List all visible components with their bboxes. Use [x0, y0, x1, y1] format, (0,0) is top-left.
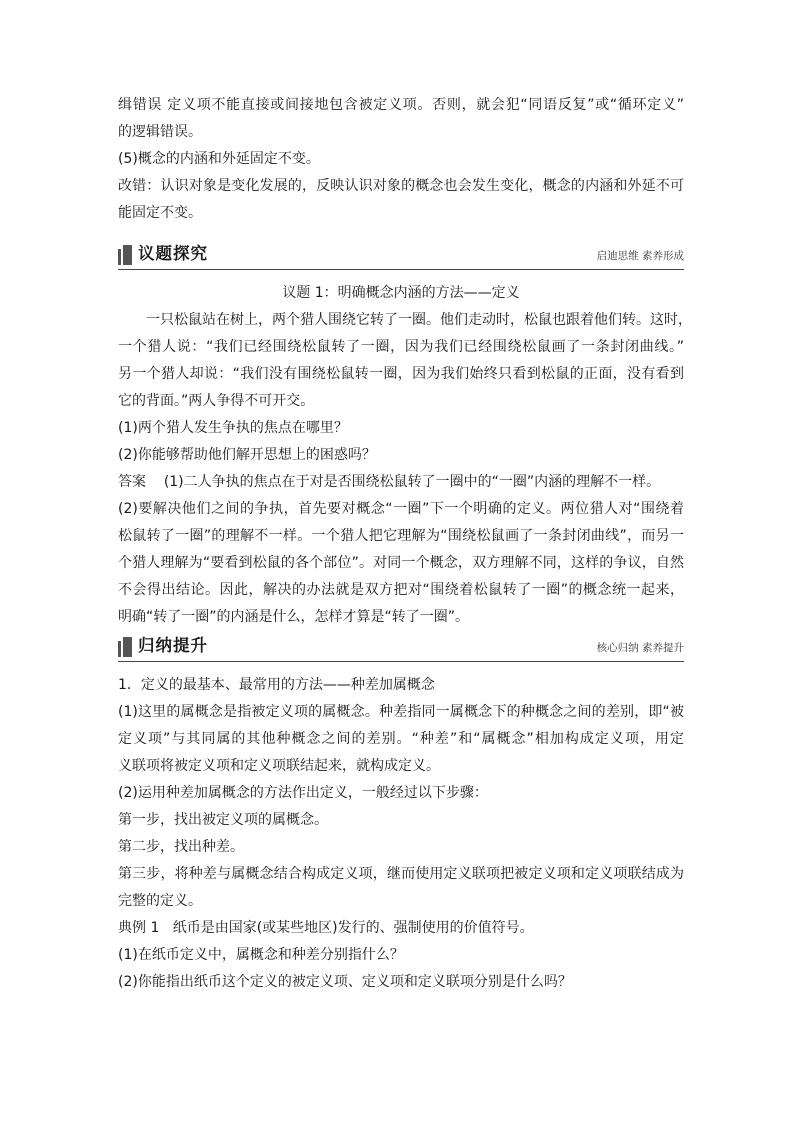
text-line: 改错：认识对象是变化发展的，反映认识对象的概念也会发生变化，概念的内涵和外延不可 [118, 178, 684, 194]
section-header-discussion [118, 243, 684, 270]
summary-heading: 1．定义的最基本、最常用的方法——种差加属概念 [118, 677, 435, 693]
section-subtitle: 核心归纳 素养提升 [596, 642, 684, 654]
text-line: (5)概念的内涵和外延固定不变。 [118, 151, 320, 167]
text-line: 的逻辑错误。 [118, 124, 202, 140]
answer-line: 不会得出结论。因此，解决的办法就是双方把对“围绕着松鼠转了一圈”的概念统一起来， [118, 582, 684, 598]
topic-heading: 议题 1：明确概念内涵的方法——定义 [282, 285, 520, 301]
example-label: 典例 1 [118, 920, 160, 936]
example-line [118, 915, 684, 942]
section-title: 议题探究 [138, 244, 208, 263]
answer-text: (1)二人争执的焦点在于对是否围绕松鼠转了一圈中的“一圈”内涵的理解不一样。 [163, 474, 661, 490]
answer-line: (2)要解决他们之间的争执，首先要对概念“一圈”下一个明确的定义。两位猎人对“围绕着 [118, 501, 684, 517]
text-line: 缉错误 定义项不能直接或间接地包含被定义项。否则，就会犯“同语反复”或“循环定义” [118, 97, 684, 113]
answer-block [118, 469, 684, 631]
question-line: (1)两个猎人发生争执的焦点在哪里？ [118, 420, 348, 436]
example-text: 纸币是由国家(或某些地区)发行的、强制使用的价值符号。 [172, 920, 534, 936]
question-line: (2)你能指出纸币这个定义的被定义项、定义项和定义联项分别是什么吗？ [118, 974, 572, 990]
top-paragraph [118, 92, 684, 227]
answer-line: 个猎人理解为“要看到松鼠的各个部位”。对同一个概念，双方理解不同，这样的争议，自然 [118, 555, 684, 571]
question-line: (2)你能够帮助他们解开思想上的困惑吗？ [118, 447, 376, 463]
section-subtitle: 启迪思维 素养形成 [596, 250, 684, 262]
summary-paragraph [118, 699, 684, 915]
section-header-summary [118, 635, 684, 662]
page-content [118, 92, 692, 996]
section-marker-icon [118, 245, 132, 265]
text-line: 它的背面。”两人争得不可开交。 [118, 393, 315, 409]
story-paragraph [118, 307, 692, 415]
question-line: (1)在纸币定义中，属概念和种差分别指什么？ [118, 947, 404, 963]
text-line: 第二步，找出种差。 [118, 839, 244, 855]
answer-label: 答案 [118, 474, 146, 490]
section-marker-icon [118, 637, 132, 657]
text-line: 能固定不变。 [118, 205, 202, 221]
text-line: 义联项将被定义项和定义项联结起来，就构成定义。 [118, 758, 440, 774]
text-line: (2)运用种差加属概念的方法作出定义，一般经过以下步骤： [118, 785, 488, 801]
answer-line [118, 469, 684, 496]
text-line: 另一个猎人却说：“我们没有围绕松鼠转一圈，因为我们始终只看到松鼠的正面，没有看到 [118, 366, 684, 382]
text-line: 一个猎人说：“我们已经围绕松鼠转了一圈，因为我们已经围绕松鼠画了一条封闭曲线。” [118, 339, 684, 355]
text-line: 定义项”与其同属的其他种概念之间的差别。“种差”和“属概念”相加构成定义项，用定 [118, 731, 684, 747]
text-line: 第一步，找出被定义项的属概念。 [118, 812, 328, 828]
section-title: 归纳提升 [138, 636, 208, 655]
answer-line: 明确“转了一圈”的内涵是什么，怎样才算是“转了一圈”。 [118, 609, 470, 625]
text-line: 完整的定义。 [118, 893, 202, 909]
answer-line: 松鼠转了一圈”的理解不一样。一个猎人把它理解为“围绕松鼠画了一条封闭曲线”，而另一 [118, 528, 684, 544]
text-line: 第三步，将种差与属概念结合构成定义项，继而使用定义联项把被定义项和定义项联结成为 [118, 866, 684, 882]
example-block [118, 915, 684, 996]
questions [118, 415, 684, 469]
text-line: 一只松鼠站在树上，两个猎人围绕它转了一圈。他们走动时，松鼠也跟着他们转。这时， [146, 312, 692, 328]
text-line: (1)这里的属概念是指被定义项的属概念。种差指同一属概念下的种概念之间的差别，即“被 [118, 704, 684, 720]
